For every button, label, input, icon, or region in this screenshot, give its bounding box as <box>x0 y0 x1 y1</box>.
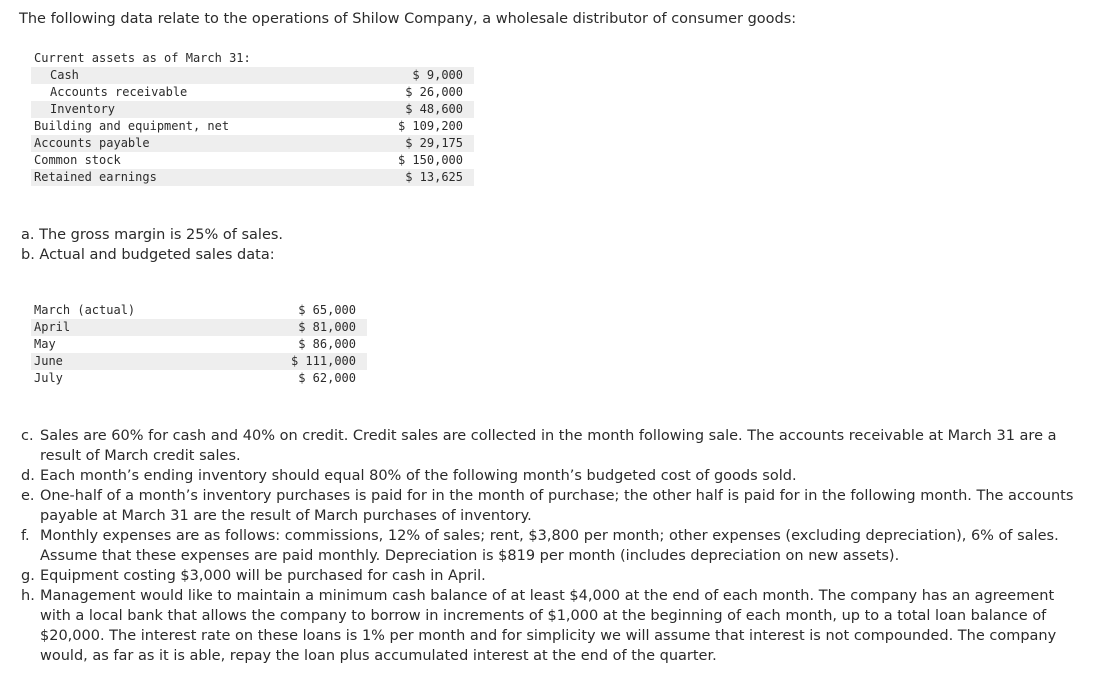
item-text: Equipment costing $3,000 will be purchased for cash in April. <box>40 568 486 584</box>
row-label: April <box>31 319 274 336</box>
facts-list <box>21 426 1083 666</box>
item-text: Each month’s ending inventory should equal 80% of the following month’s budgeted cost of goods sold. <box>40 468 797 484</box>
item-letter: d. <box>21 468 35 484</box>
table-row <box>31 370 367 387</box>
list-item <box>21 566 1083 586</box>
row-value: $ 29,175 <box>378 135 474 152</box>
list-item <box>21 486 1083 526</box>
item-letter: g. <box>21 568 35 584</box>
item-text: Sales are 60% for cash and 40% on credit. Credit sales are collected in the month following sale. The accounts receivable at March 31 are a result of March credit sales. <box>40 428 1057 464</box>
item-text: Management would like to maintain a minimum cash balance of at least $4,000 at the end of each month. The company has an agreement with a local bank that allows the company to borrow in increments of $1,000 at the beginning of each month, up to a total loan balance of $20,000. The interest rate on these loans is 1% per month and for simplicity we will assume that interest is not compounded. The company would, as far as it is able, repay the loan plus accumulated interest at the end of the quarter. <box>40 588 1057 664</box>
row-label: Common stock <box>34 153 121 167</box>
row-label: June <box>31 353 274 370</box>
table-row <box>31 101 474 118</box>
row-value: $ 109,200 <box>397 119 463 133</box>
fact-b: b. Actual and budgeted sales data: <box>21 247 275 263</box>
row-label: July <box>34 371 63 385</box>
list-item <box>21 426 1083 466</box>
table-row <box>31 169 474 186</box>
row-label: Accounts payable <box>31 135 378 152</box>
table-row <box>31 67 474 84</box>
item-letter: f. <box>21 528 30 544</box>
item-letter: e. <box>21 488 35 504</box>
row-value: $ 150,000 <box>397 153 463 167</box>
row-value: $ 81,000 <box>274 319 367 336</box>
sales-table <box>31 302 367 387</box>
item-text: One-half of a month’s inventory purchases is paid for in the month of purchase; the other half is paid for in the following month. The accounts payable at March 31 are the result of March purchases of inventory. <box>40 488 1074 524</box>
table-row <box>31 302 367 319</box>
row-label: May <box>34 337 56 351</box>
row-value: $ 62,000 <box>298 371 356 385</box>
table-row <box>31 118 474 135</box>
table-row <box>31 135 474 152</box>
table-row <box>31 50 474 67</box>
table-row <box>31 319 367 336</box>
facts-ab <box>21 225 283 265</box>
row-label: Retained earnings <box>31 169 378 186</box>
list-item <box>21 526 1083 566</box>
row-value: $ 111,000 <box>274 353 367 370</box>
balance-header: Current assets as of March 31: <box>34 51 251 65</box>
row-value: $ 86,000 <box>298 337 356 351</box>
row-label: Inventory <box>31 101 378 118</box>
item-letter: c. <box>21 428 34 444</box>
item-letter: h. <box>21 588 35 604</box>
fact-a: a. The gross margin is 25% of sales. <box>21 227 284 243</box>
row-value: $ 26,000 <box>405 85 463 99</box>
row-value: $ 9,000 <box>378 67 474 84</box>
table-row <box>31 353 367 370</box>
row-value: $ 65,000 <box>298 303 356 317</box>
row-label: March (actual) <box>34 303 136 317</box>
intro-text: The following data relate to the operations of Shilow Company, a wholesale distributor of consumer goods: <box>19 11 797 27</box>
row-label: Cash <box>31 67 378 84</box>
table-row <box>31 336 367 353</box>
row-value: $ 13,625 <box>378 169 474 186</box>
row-label: Accounts receivable <box>50 85 188 99</box>
table-row <box>31 152 474 169</box>
list-item <box>21 586 1083 666</box>
balance-table <box>31 50 474 186</box>
item-text: Monthly expenses are as follows: commissions, 12% of sales; rent, $3,800 per month; other expenses (excluding depreciation), 6% of sales. Assume that these expenses are paid monthly. Depreciation is $819 per month (includes depreciation on new assets). <box>40 528 1059 564</box>
list-item <box>21 466 1083 486</box>
row-label: Building and equipment, net <box>34 119 230 133</box>
table-row <box>31 84 474 101</box>
row-value: $ 48,600 <box>378 101 474 118</box>
